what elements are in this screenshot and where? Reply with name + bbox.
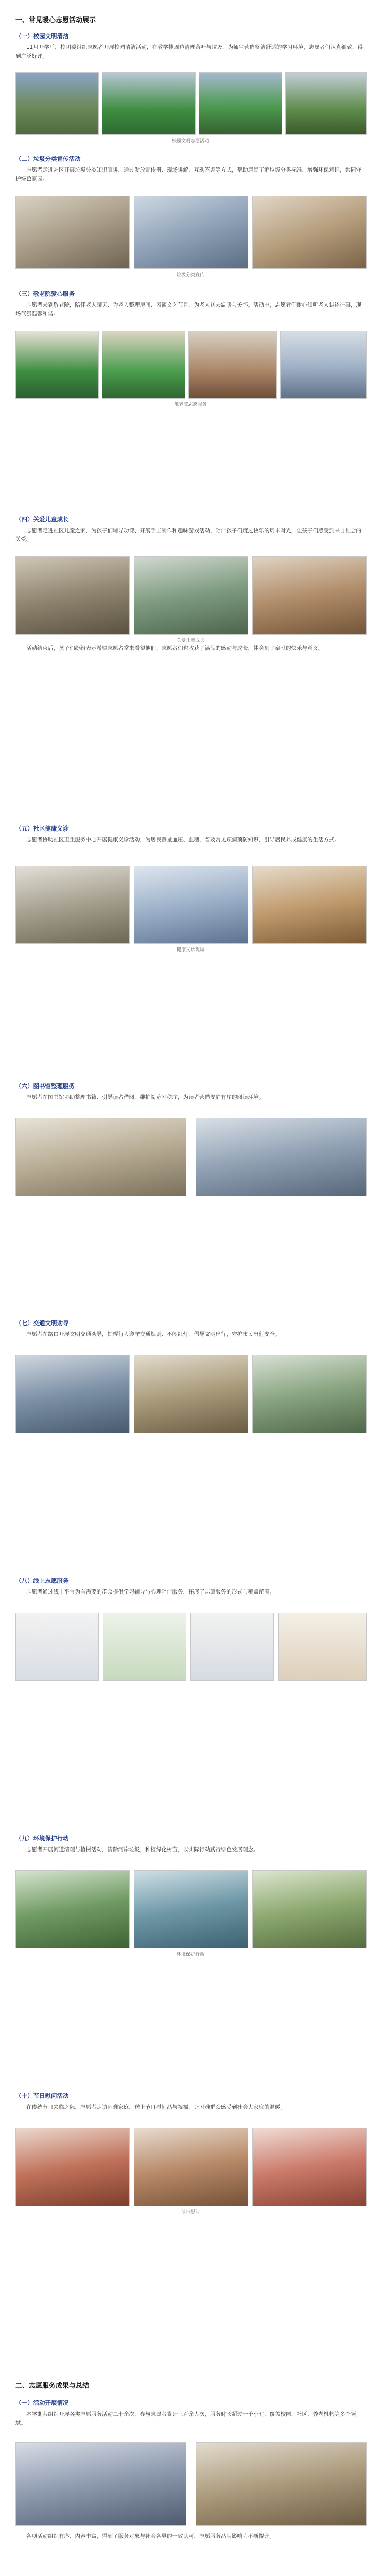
photo-caption: 健康义诊现场 [176,947,204,953]
photo [134,1870,248,1948]
subsection-heading: （九）环境保护行动 [15,1835,69,1842]
paragraph: 在传统节日来临之际，志愿者走访困难家庭，送上节日慰问品与祝福，让困难群众感受到社会大家庭的温暖。 [26,2104,286,2110]
photo [15,556,130,635]
section-title: 一、常见暖心志愿活动展示 [15,16,96,24]
photo [15,331,99,399]
screenshot [103,1613,186,1681]
photo [15,866,130,944]
photo [134,866,248,944]
screenshot [190,1613,274,1681]
photo-caption: 敬老院志愿服务 [174,402,207,408]
photo [252,556,367,635]
photo-caption: 节日慰问 [181,2210,200,2215]
subsection-heading: （二）垃圾分类宣传活动 [15,155,81,162]
subsection-heading: （七）交通文明劝导 [15,1319,69,1327]
subsection-heading: （十）节日慰问活动 [15,2092,69,2099]
photo [15,2128,130,2206]
subsection-heading: （八）线上志愿服务 [15,1577,69,1584]
photo [252,1870,367,1948]
paragraph: 志愿者来到敬老院，陪伴老人聊天、为老人整理房间、表演文艺节目，为老人送去温暖与关怀。活动中，志愿者们耐心倾听老人讲述往事，现场气氛温馨和谐。 [15,302,361,317]
screenshot [15,1613,99,1681]
photo [252,1355,367,1433]
photo [134,196,248,269]
photo [252,196,367,269]
photo-caption: 校园文明志愿活动 [171,139,209,144]
subsection-heading: （五）社区健康义诊 [15,825,69,832]
photo [102,331,185,399]
photo [252,866,367,944]
photo [134,556,248,635]
subsection-heading: （四）关爱儿童成长 [15,516,69,523]
photo [188,331,277,399]
paragraph: 志愿者通过线上平台为有需要的群众提供学习辅导与心理陪伴服务，拓展了志愿服务的形式与覆盖范围。 [26,1589,275,1595]
photo [285,72,367,135]
photo [196,2442,367,2526]
section-title: 二、志愿服务成果与总结 [15,2382,90,2390]
photo [15,72,99,135]
photo [252,2128,367,2206]
photo [280,331,367,399]
paragraph: 志愿者协助社区卫生服务中心开展健康义诊活动，为居民测量血压、血糖，普及常见疾病预防知识，引导居民养成健康的生活方式。 [26,837,340,843]
subsection-heading: （三）敬老院爱心服务 [15,290,75,297]
photo [15,196,130,269]
photo-caption: 环境保护行动 [176,1952,204,1957]
subsection-heading: （一）活动开展情况 [15,2399,69,2406]
screenshot [278,1613,367,1681]
photo [15,1118,186,1196]
photo [134,2128,248,2206]
photo-caption: 垃圾分类宣传 [176,273,204,278]
photo [102,72,196,135]
photo [196,1118,367,1196]
paragraph: 本学期共组织开展各类志愿服务活动二十余次，参与志愿者累计三百余人次，服务时长超过一千小时，覆盖校园、社区、养老机构等多个领域。 [15,2411,356,2426]
paragraph: 志愿者开展河道清理与植树活动，清除河岸垃圾，种植绿化树苗，以实际行动践行绿色发展理念。 [26,1846,259,1853]
paragraph: 志愿者在图书馆协助整理书籍、引导读者借阅，维护阅览室秩序，为读者营造安静有序的阅读环境。 [26,1094,264,1100]
photo [15,1870,130,1948]
photo [15,1355,130,1433]
subsection-heading: （一）校园文明清洁 [15,32,69,40]
paragraph: 志愿者走进社区开展垃圾分类知识宣讲，通过发放宣传册、现场讲解、互动答题等方式，帮助居民了解垃圾分类标准，增强环保意识，共同守护绿色家园。 [15,167,361,182]
photo [15,2442,186,2526]
photo [199,72,282,135]
paragraph: 活动结束后，孩子们纷纷表示希望志愿者常来看望他们，志愿者们也收获了满满的感动与成长，体会到了奉献的快乐与意义。 [26,645,324,651]
paragraph: 11月开学后，校团委组织志愿者开展校园清洁活动，在教学楼周边清理落叶与垃圾，为师生营造整洁舒适的学习环境，志愿者们认真细致，得到广泛好评。 [15,44,363,59]
paragraph: 志愿者走进社区儿童之家，为孩子们辅导功课、开展手工制作和趣味游戏活动，陪伴孩子们度过快乐的周末时光，让孩子们感受到来自社会的关爱。 [15,528,361,543]
paragraph: 志愿者在路口开展文明交通劝导，提醒行人遵守交通规则、不闯红灯，倡导文明出行，守护市民出行安全。 [26,1331,281,1337]
photo-caption: 关爱儿童成长 [176,638,204,643]
subsection-heading: （六）图书馆整理服务 [15,1082,75,1090]
photo [134,1355,248,1433]
paragraph: 各项活动组织有序、内容丰富，得到了服务对象与社会各界的一致认可，志愿服务品牌影响力不断提升。 [26,2533,275,2539]
